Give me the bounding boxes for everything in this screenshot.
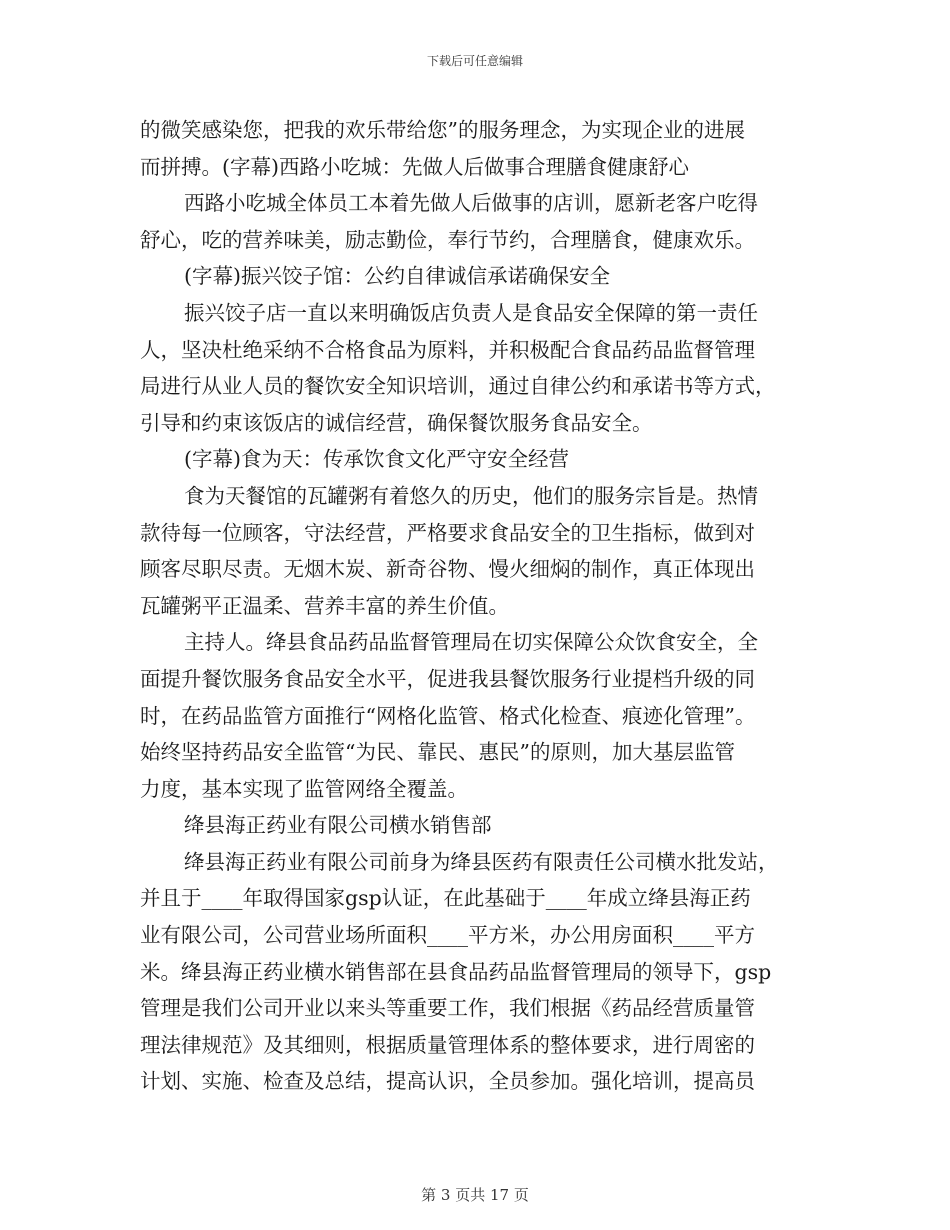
text-line: 振兴饺子店一直以来明确饭店负责人是食品安全保障的第一责任 [184, 300, 758, 325]
text-line: (字幕)食为天：传承饮食文化严守安全经营 [184, 447, 569, 472]
text-line: (字幕)振兴饺子馆：公约自律诚信承诺确保安全 [184, 264, 610, 289]
document-body [140, 112, 810, 1100]
text-line: 舒心，吃的营养味美，励志勤俭，奉行节约，合理膳食，健康欢乐。 [140, 227, 755, 252]
text-line: 瓦罐粥平正温柔、营养丰富的养生价值。 [140, 593, 509, 618]
text-line: 绛县海正药业有限公司横水销售部 [184, 813, 492, 838]
text-line: 时，在药品监管方面推行“网格化监管、格式化检查、痕迹化管理”。 [140, 703, 756, 728]
text-line: 管理是我们公司开业以来头等重要工作，我们根据《药品经营质量管 [140, 996, 755, 1021]
text-line: 食为天餐馆的瓦罐粥有着悠久的历史，他们的服务宗旨是。热情 [184, 483, 758, 508]
text-line: 引导和约束该饭店的诚信经营，确保餐饮服务食品安全。 [140, 410, 653, 435]
text-line: 西路小吃城全体员工本着先做人后做事的店训，愿新老客户吃得 [184, 191, 758, 216]
text-line: 顾客尽职尽责。无烟木炭、新奇谷物、慢火细焖的制作，真正体现出 [140, 557, 755, 582]
text-line: 而拼搏。(字幕)西路小吃城：先做人后做事合理膳食健康舒心 [140, 154, 689, 179]
text-line: 理法律规范》及其细则，根据质量管理体系的整体要求，进行周密的 [140, 1032, 755, 1057]
text-line: 米。绛县海正药业横水销售部在县食品药品监督管理局的领导下，gsp [140, 959, 772, 984]
text-line: 面提升餐饮服务食品安全水平，促进我县餐饮服务行业提档升级的同 [140, 666, 755, 691]
page-header-note: 下载后可任意编辑 [426, 54, 523, 68]
page-footer-number: 第 3 页共 17 页 [421, 1186, 529, 1204]
text-line: 绛县海正药业有限公司前身为绛县医药有限责任公司横水批发站， [184, 849, 779, 874]
text-line: 并且于____年取得国家gsp认证，在此基础于____年成立绛县海正药 [140, 886, 751, 911]
text-line: 局进行从业人员的餐饮安全知识培训，通过自律公约和承诺书等方式， [140, 374, 776, 399]
text-line: 计划、实施、检查及总结，提高认识，全员参加。强化培训，提高员 [140, 1069, 755, 1094]
text-line: 人，坚决杜绝采纳不合格食品为原料，并积极配合食品药品监督管理 [140, 337, 755, 362]
text-line: 始终坚持药品安全监管“为民、靠民、惠民”的原则，加大基层监管 [140, 740, 735, 765]
text-line: 业有限公司，公司营业场所面积____平方米，办公用房面积____平方 [140, 923, 755, 948]
text-line: 主持人。绛县食品药品监督管理局在切实保障公众饮食安全，全 [184, 630, 758, 655]
text-line: 款待每一位顾客，守法经营，严格要求食品安全的卫生指标，做到对 [140, 520, 755, 545]
text-line: 力度，基本实现了监管网络全覆盖。 [140, 776, 468, 801]
text-line: 的微笑感染您，把我的欢乐带给您”的服务理念，为实现企业的进展 [140, 118, 745, 142]
